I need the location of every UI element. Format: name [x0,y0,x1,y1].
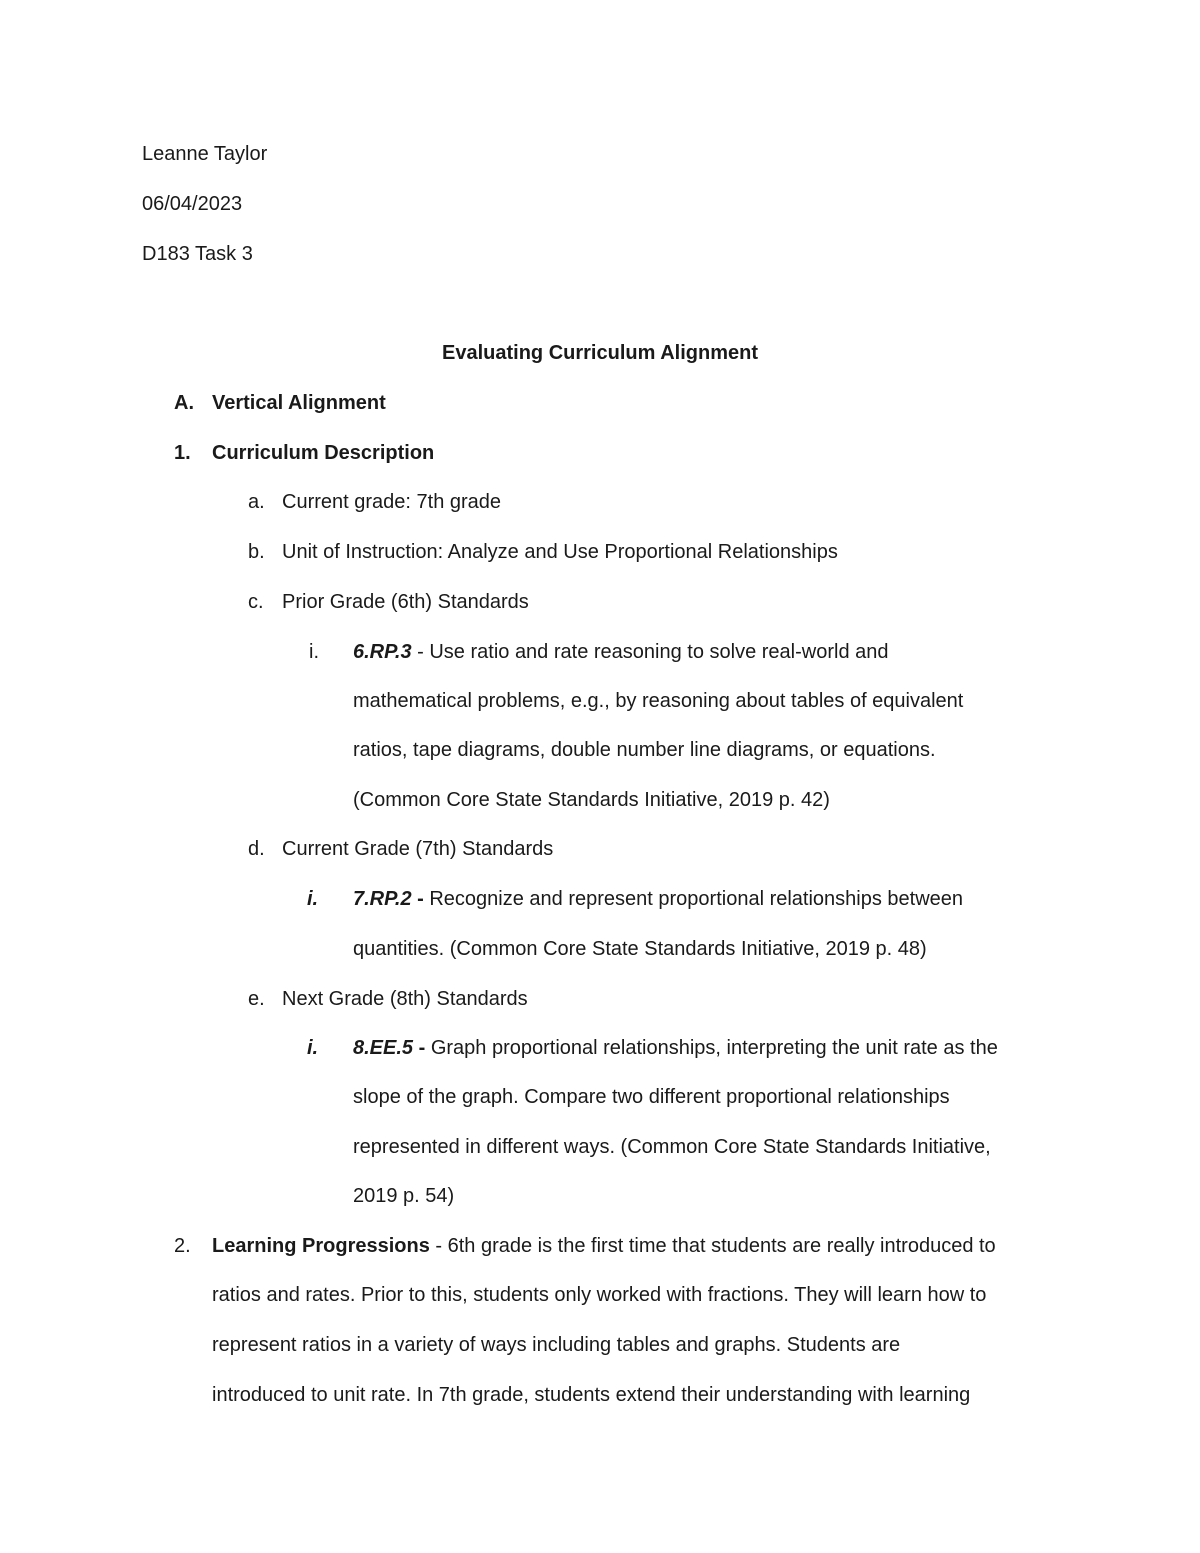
item-1e-i-marker: i. [307,1037,319,1059]
item-1e-i-line1-text: Graph proportional relationships, interpreting the unit rate as the [425,1037,998,1059]
item-1d-i-marker: i. [307,888,319,910]
item-2-line1 [212,1234,996,1258]
item-1e-text: Next Grade (8th) Standards [282,988,528,1010]
item-2-line4: introduced to unit rate. In 7th grade, students extend their understanding with learning [212,1384,971,1406]
item-1b-marker: b. [248,541,265,563]
item-1e-i-dash: - [413,1037,426,1059]
item-1-marker: 1. [174,442,191,464]
item-2-line2: ratios and rates. Prior to this, students only worked with fractions. They will learn how to [212,1284,987,1306]
standard-code-8ee5: 8.EE.5 [353,1037,414,1059]
item-1a-marker: a. [248,491,265,513]
item-1c-i-line3: ratios, tape diagrams, double number line diagrams, or equations. [353,739,936,761]
item-1c-i-line2: mathematical problems, e.g., by reasoning about tables of equivalent [353,690,964,712]
item-1d-i-dash: - [411,888,424,910]
document-date: 06/04/2023 [142,193,243,215]
section-a-heading: Vertical Alignment [212,392,386,414]
item-1d-i-line1-text: Recognize and represent proportional relationships between [423,888,964,910]
item-1c-text: Prior Grade (6th) Standards [282,591,529,613]
item-1d-marker: d. [248,838,265,860]
item-1e-i-line4: 2019 p. 54) [353,1185,455,1207]
item-2-heading: Learning Progressions [212,1235,430,1257]
course-task: D183 Task 3 [142,243,253,265]
item-1c-i-marker: i. [309,641,319,663]
item-1b-text: Unit of Instruction: Analyze and Use Proportional Relationships [282,541,838,563]
item-1e-marker: e. [248,988,265,1010]
item-1d-i-line1 [353,887,963,911]
item-1c-i-line4: (Common Core State Standards Initiative, 2019 p. 42) [353,789,830,811]
page-title: Evaluating Curriculum Alignment [442,342,758,364]
section-a-marker: A. [174,392,194,414]
item-1c-i-line1 [353,640,889,664]
standard-code-6rp3: 6.RP.3 [353,641,412,663]
author-name: Leanne Taylor [142,143,268,165]
item-1a-text: Current grade: 7th grade [282,491,502,513]
item-1e-i-line2: slope of the graph. Compare two different proportional relationships [353,1086,950,1108]
item-2-marker: 2. [174,1235,191,1257]
item-1e-i-line3: represented in different ways. (Common Core State Standards Initiative, [353,1136,991,1158]
standard-code-7rp2: 7.RP.2 [353,888,412,910]
item-1c-i-line1-text: - Use ratio and rate reasoning to solve real-world and [411,641,889,663]
item-2-line3: represent ratios in a variety of ways including tables and graphs. Students are [212,1334,901,1356]
item-1c-marker: c. [248,591,264,613]
item-1-heading: Curriculum Description [212,442,435,464]
item-2-line1-text: - 6th grade is the first time that students are really introduced to [429,1235,996,1257]
item-1d-text: Current Grade (7th) Standards [282,838,554,860]
item-1d-i-line2: quantities. (Common Core State Standards Initiative, 2019 p. 48) [353,938,927,960]
item-1e-i-line1 [353,1036,998,1060]
